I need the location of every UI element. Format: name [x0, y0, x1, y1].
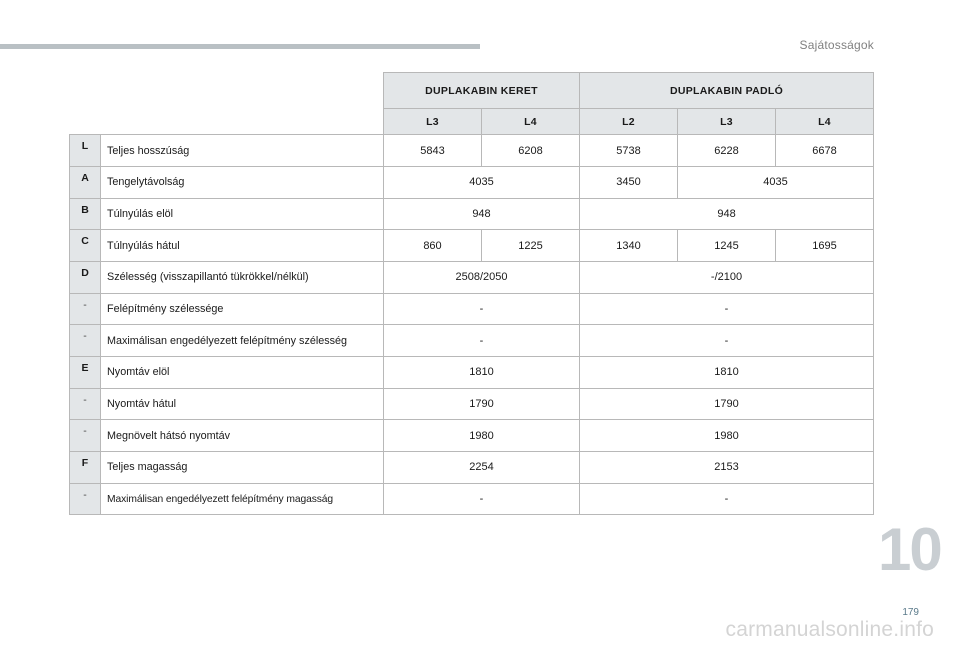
table-cell: 2153: [580, 452, 874, 484]
chapter-number: 10: [878, 516, 941, 583]
dimension-code: -: [70, 388, 101, 420]
table-cell: -: [384, 325, 580, 357]
sub-header: L3: [678, 109, 776, 135]
table-cell: 3450: [580, 166, 678, 198]
dimensions-table: [69, 72, 874, 515]
dimension-label: Nyomtáv hátul: [101, 388, 384, 420]
dimension-code: A: [70, 166, 101, 198]
sub-header: L4: [776, 109, 874, 135]
dimension-label: Tengelytávolság: [101, 166, 384, 198]
dimension-label: Teljes magasság: [101, 452, 384, 484]
table-row: [70, 261, 874, 293]
group-header-keret: DUPLAKABIN KERET: [384, 73, 580, 109]
table-row: [70, 357, 874, 389]
dimension-label: Megnövelt hátsó nyomtáv: [101, 420, 384, 452]
blank-cell: [70, 109, 384, 135]
table-cell: 5843: [384, 135, 482, 167]
table-row: [70, 420, 874, 452]
group-header-row: [70, 73, 874, 109]
table-cell: 6228: [678, 135, 776, 167]
table-cell: -: [580, 293, 874, 325]
dimension-code: L: [70, 135, 101, 167]
dimension-label: Szélesség (visszapillantó tükrökkel/nélkül): [101, 261, 384, 293]
table-cell: 5738: [580, 135, 678, 167]
table-row: [70, 388, 874, 420]
section-title: Sajátosságok: [799, 38, 874, 52]
table-row: [70, 452, 874, 484]
table-cell: -: [580, 483, 874, 515]
sub-header-row: [70, 109, 874, 135]
dimension-label: Nyomtáv elöl: [101, 357, 384, 389]
dimension-code: C: [70, 230, 101, 262]
table-row: [70, 135, 874, 167]
table-cell: 2254: [384, 452, 580, 484]
header-accent-bar: [0, 44, 480, 49]
table-cell: 860: [384, 230, 482, 262]
table-cell: 1340: [580, 230, 678, 262]
dimension-code: -: [70, 325, 101, 357]
table-cell: 1695: [776, 230, 874, 262]
table-cell: -: [384, 293, 580, 325]
table-cell: -: [580, 325, 874, 357]
dimension-code: -: [70, 293, 101, 325]
table-cell: 4035: [384, 166, 580, 198]
table-cell: 1980: [384, 420, 580, 452]
dimension-code: -: [70, 483, 101, 515]
watermark: carmanualsonline.info: [725, 618, 934, 641]
table-cell: 1790: [384, 388, 580, 420]
dimension-label: Teljes hosszúság: [101, 135, 384, 167]
dimension-code: F: [70, 452, 101, 484]
group-header-padlo: DUPLAKABIN PADLÓ: [580, 73, 874, 109]
dimension-label: Maximálisan engedélyezett felépítmény szélesség: [101, 325, 384, 357]
table-cell: 6208: [482, 135, 580, 167]
table-cell: 1225: [482, 230, 580, 262]
dimension-label: Maximálisan engedélyezett felépítmény magasság: [101, 483, 384, 515]
sub-header: L3: [384, 109, 482, 135]
table-cell: 1980: [580, 420, 874, 452]
table-row: [70, 293, 874, 325]
dimension-code: B: [70, 198, 101, 230]
dimension-label: Felépítmény szélessége: [101, 293, 384, 325]
table-cell: 4035: [678, 166, 874, 198]
table-cell: 1810: [384, 357, 580, 389]
table-row: [70, 230, 874, 262]
dimension-label: Túlnyúlás elöl: [101, 198, 384, 230]
table-row: [70, 325, 874, 357]
table-cell: 1790: [580, 388, 874, 420]
table-cell: 948: [384, 198, 580, 230]
table-cell: 1245: [678, 230, 776, 262]
dimension-code: D: [70, 261, 101, 293]
sub-header: L2: [580, 109, 678, 135]
page-number: 179: [902, 607, 919, 618]
blank-cell: [70, 73, 384, 109]
dimension-label: Túlnyúlás hátul: [101, 230, 384, 262]
table-row: [70, 198, 874, 230]
table-cell: 948: [580, 198, 874, 230]
table-cell: 2508/2050: [384, 261, 580, 293]
table-row: [70, 483, 874, 515]
table-cell: -: [384, 483, 580, 515]
table-cell: -/2100: [580, 261, 874, 293]
table-cell: 1810: [580, 357, 874, 389]
dimension-code: -: [70, 420, 101, 452]
dimension-code: E: [70, 357, 101, 389]
table-row: [70, 166, 874, 198]
table-cell: 6678: [776, 135, 874, 167]
sub-header: L4: [482, 109, 580, 135]
